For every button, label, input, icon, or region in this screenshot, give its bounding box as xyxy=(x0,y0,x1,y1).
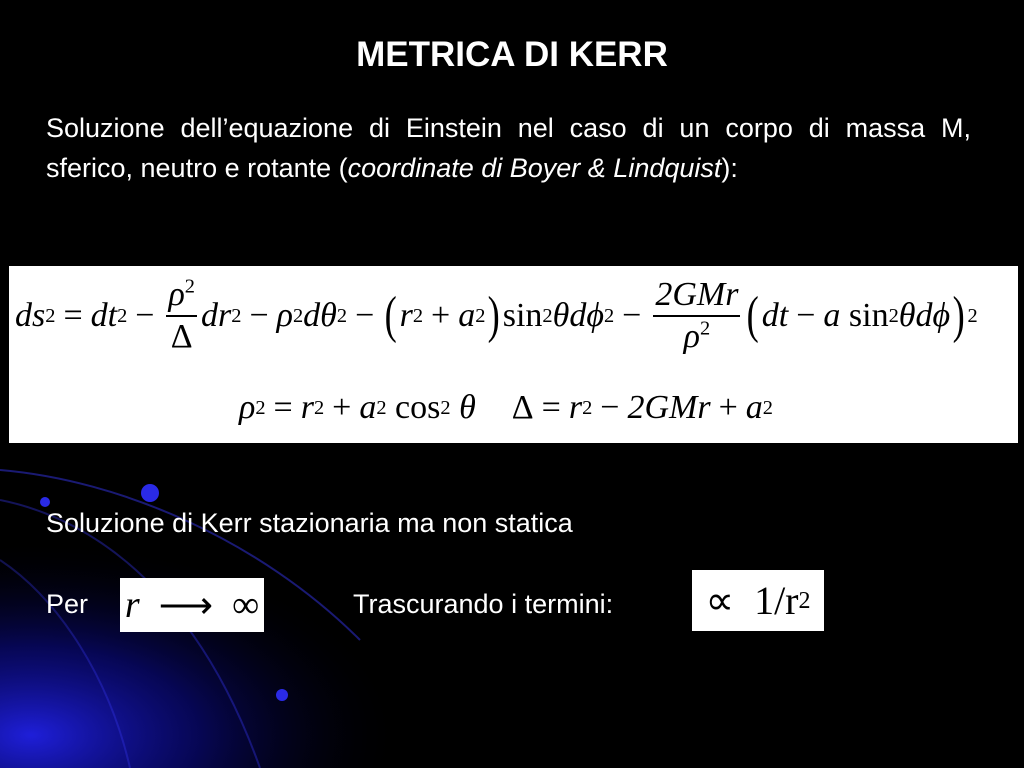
eq-term: Δ xyxy=(511,389,534,426)
eq-term: a xyxy=(359,389,377,426)
eq-term: dt xyxy=(761,297,789,334)
eq-operator: = xyxy=(273,389,293,426)
neglecting-terms-label: Trascurando i termini: xyxy=(353,589,614,619)
eq-function: sin xyxy=(848,297,889,334)
eq-function: cos xyxy=(395,389,441,426)
intro-end-text: ): xyxy=(721,153,738,183)
eq-paren: ( xyxy=(747,287,760,344)
eq-term: ρ xyxy=(168,276,185,313)
eq-term: ρ xyxy=(239,389,256,426)
eq-operator: + xyxy=(332,389,352,426)
eq-operator: − xyxy=(135,297,155,334)
eq-term: 2GMr xyxy=(627,389,711,426)
eq-term: ρ xyxy=(683,318,700,355)
proportional-symbol: ∝ xyxy=(705,578,735,623)
eq-exponent: 2 xyxy=(699,317,711,340)
eq-exponent: 2 xyxy=(184,275,195,298)
decor-dot xyxy=(276,689,288,701)
eq-operator: + xyxy=(431,297,451,334)
eq-term: r xyxy=(124,584,140,626)
eq-term: θ xyxy=(459,389,476,426)
eq-operator: − xyxy=(249,297,269,334)
eq-operator: + xyxy=(718,389,738,426)
decor-dot xyxy=(141,484,159,502)
eq-paren: ( xyxy=(384,287,397,344)
eq-fraction-denominator xyxy=(684,317,711,357)
eq-term: r xyxy=(300,389,314,426)
intro-italic-text: coordinate di Boyer & Lindquist xyxy=(347,153,722,183)
intro-text: Soluzione dell’equazione di Einstein nel caso di un corpo di massa M, sferico, neutro e rotante ( xyxy=(46,113,971,183)
eq-term: θdϕ xyxy=(898,297,951,334)
eq-operator: = xyxy=(541,389,561,426)
kerr-metric-equation-box xyxy=(9,266,1018,443)
eq-operator: − xyxy=(796,297,816,334)
rho-delta-definitions: ρ 2 = r 2 + a 2 cos 2 θ Δ = r 2 − 2GMr + a 2 xyxy=(239,389,773,426)
eq-operator: − xyxy=(600,389,620,426)
eq-term: r xyxy=(568,389,583,426)
eq-fraction xyxy=(653,275,740,357)
eq-operator: − xyxy=(355,297,375,334)
stationary-note: Soluzione di Kerr stazionaria ma non statica xyxy=(46,508,573,538)
eq-fraction xyxy=(166,275,197,357)
eq-term: a xyxy=(458,297,476,334)
eq-operator: − xyxy=(622,297,642,334)
eq-function: sin xyxy=(502,297,543,334)
eq-fraction-numerator: 2GMr xyxy=(653,275,740,317)
eq-term: a xyxy=(823,297,841,334)
eq-term: ds xyxy=(15,297,46,334)
slide-title: METRICA DI KERR xyxy=(356,35,668,74)
eq-term: dr xyxy=(201,297,232,334)
eq-term: 1/r xyxy=(754,578,799,623)
kerr-metric-equation: ds 2 = dt 2 − $\frac{\rho^2}{\Delta}$ dr 2 − ρ 2 dθ 2 − ( r 2 + a 2 ) sin 2 θdϕ 2 − $\frac{\text{2GMr}}{\rho^2}$ ( dt − a sin 2 θdϕ ) 2 xyxy=(15,275,978,355)
eq-fraction-numerator xyxy=(166,275,197,317)
eq-term: dθ xyxy=(303,297,337,334)
arrow-symbol: ⟶ xyxy=(158,584,214,627)
eq-paren: ) xyxy=(952,287,965,344)
intro-paragraph xyxy=(46,108,971,188)
eq-fraction-denominator: Δ xyxy=(170,318,193,355)
eq-term: θdϕ xyxy=(552,297,604,334)
eq-term: dt xyxy=(90,297,118,334)
eq-term: ρ xyxy=(276,297,293,334)
eq-operator: = xyxy=(63,297,83,334)
proportional-expression-box: ∝ 1/r 2 xyxy=(692,570,824,631)
eq-term: a xyxy=(745,389,763,426)
limit-expression-box xyxy=(120,578,264,632)
infinity-symbol: ∞ xyxy=(232,584,260,626)
eq-paren: ) xyxy=(488,287,501,344)
per-label: Per xyxy=(46,589,89,619)
eq-term: r xyxy=(399,297,413,334)
